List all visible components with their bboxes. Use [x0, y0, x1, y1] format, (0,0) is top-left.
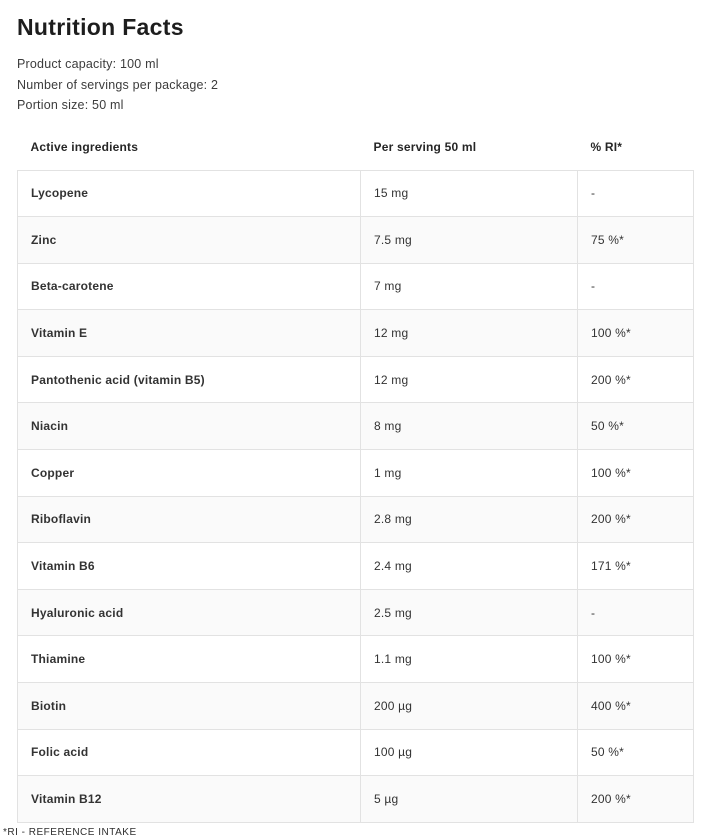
- ingredient-name-cell: Folic acid: [18, 729, 361, 776]
- ri-cell: -: [578, 170, 694, 217]
- table-header: [18, 124, 694, 171]
- ingredient-name-cell: Niacin: [18, 403, 361, 450]
- reference-intake-footnote: *RI - REFERENCE INTAKE: [3, 826, 137, 838]
- amount-cell: 12 mg: [361, 356, 578, 403]
- ingredient-name-cell: Riboflavin: [18, 496, 361, 543]
- ri-cell: 400 %*: [578, 683, 694, 730]
- portion-size: Portion size: 50 ml: [17, 98, 124, 112]
- table-row: [18, 450, 694, 497]
- table-row: [18, 543, 694, 590]
- column-header-per-serving: Per serving 50 ml: [361, 124, 578, 171]
- ri-cell: 50 %*: [578, 729, 694, 776]
- nutrition-table: [17, 124, 694, 823]
- amount-cell: 7.5 mg: [361, 217, 578, 264]
- amount-cell: 7 mg: [361, 263, 578, 310]
- ingredient-name-cell: Biotin: [18, 683, 361, 730]
- ri-cell: 100 %*: [578, 636, 694, 683]
- header-row: [18, 124, 694, 171]
- column-header-active-ingredients: Active ingredients: [18, 124, 361, 171]
- amount-cell: 2.8 mg: [361, 496, 578, 543]
- ri-cell: 100 %*: [578, 450, 694, 497]
- amount-cell: 100 µg: [361, 729, 578, 776]
- table-row: [18, 776, 694, 823]
- amount-cell: 12 mg: [361, 310, 578, 357]
- table-row: [18, 683, 694, 730]
- ingredient-name-cell: Hyaluronic acid: [18, 589, 361, 636]
- table-row: [18, 263, 694, 310]
- table-row: [18, 496, 694, 543]
- ri-cell: 50 %*: [578, 403, 694, 450]
- amount-cell: 200 µg: [361, 683, 578, 730]
- amount-cell: 15 mg: [361, 170, 578, 217]
- column-header-ri: % RI*: [578, 124, 694, 171]
- ingredient-name-cell: Lycopene: [18, 170, 361, 217]
- amount-cell: 5 µg: [361, 776, 578, 823]
- servings-per-package: Number of servings per package: 2: [17, 77, 219, 92]
- ri-cell: -: [578, 263, 694, 310]
- ingredient-name-cell: Pantothenic acid (vitamin B5): [18, 356, 361, 403]
- table-row: [18, 356, 694, 403]
- page-title: Nutrition Facts: [17, 14, 184, 40]
- ingredient-name-cell: Vitamin B12: [18, 776, 361, 823]
- ri-cell: 200 %*: [578, 776, 694, 823]
- amount-cell: 2.5 mg: [361, 589, 578, 636]
- table-row: [18, 310, 694, 357]
- ingredient-name-cell: Copper: [18, 450, 361, 497]
- amount-cell: 2.4 mg: [361, 543, 578, 590]
- ingredient-name-cell: Vitamin B6: [18, 543, 361, 590]
- table-body: [18, 170, 694, 822]
- amount-cell: 1 mg: [361, 450, 578, 497]
- table-row: [18, 729, 694, 776]
- amount-cell: 8 mg: [361, 403, 578, 450]
- ri-cell: -: [578, 589, 694, 636]
- product-meta: [17, 54, 693, 116]
- ri-cell: 200 %*: [578, 356, 694, 403]
- ingredient-name-cell: Zinc: [18, 217, 361, 264]
- ri-cell: 200 %*: [578, 496, 694, 543]
- table-row: [18, 589, 694, 636]
- ri-cell: 171 %*: [578, 543, 694, 590]
- product-capacity: Product capacity: 100 ml: [17, 57, 159, 71]
- ingredient-name-cell: Vitamin E: [18, 310, 361, 357]
- ingredient-name-cell: Thiamine: [18, 636, 361, 683]
- ri-cell: 100 %*: [578, 310, 694, 357]
- ri-cell: 75 %*: [578, 217, 694, 264]
- ingredient-name-cell: Beta-carotene: [18, 263, 361, 310]
- table-row: [18, 170, 694, 217]
- table-row: [18, 217, 694, 264]
- amount-cell: 1.1 mg: [361, 636, 578, 683]
- table-row: [18, 636, 694, 683]
- table-row: [18, 403, 694, 450]
